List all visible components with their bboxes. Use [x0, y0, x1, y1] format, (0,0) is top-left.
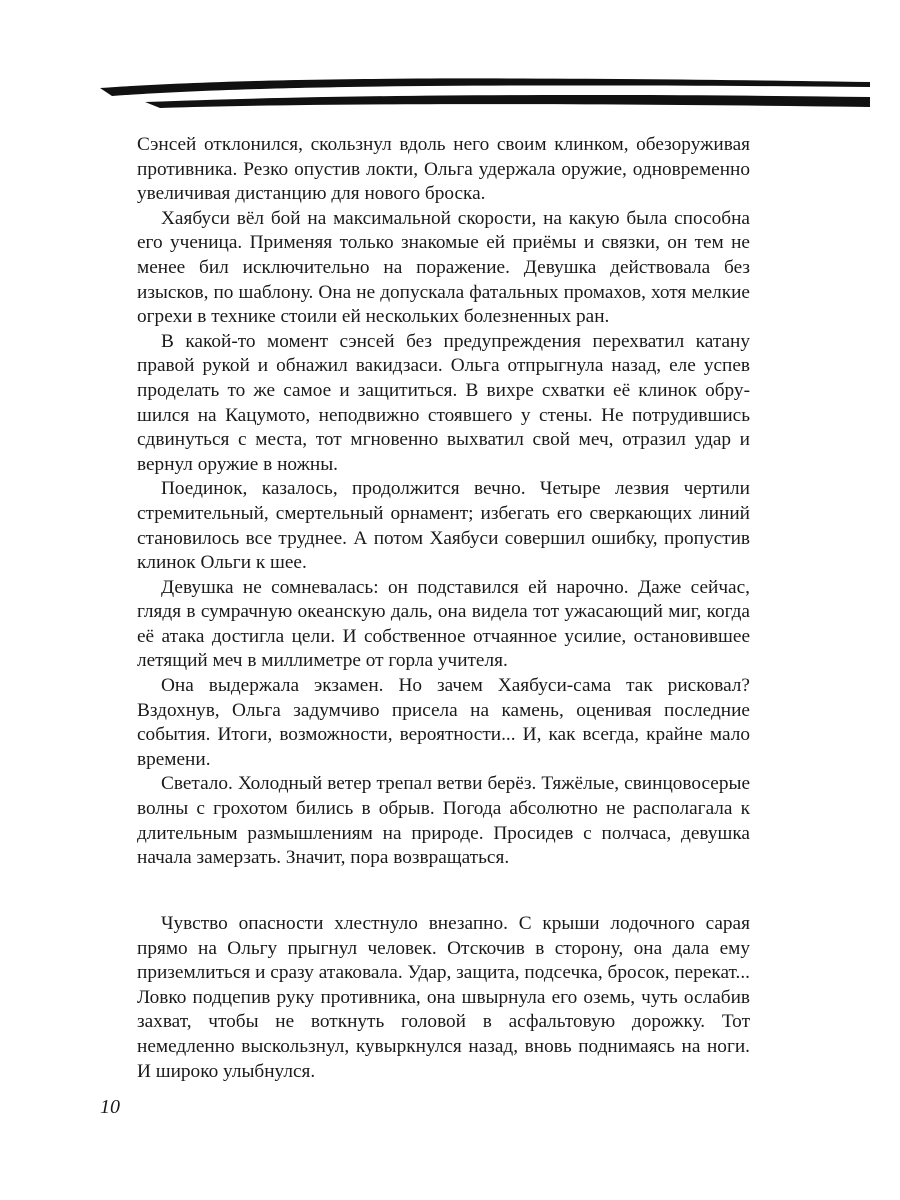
paragraph: Чувство опасности хлестнуло внезапно. С крыши лодочного сарая прямо на Ольгу прыгнул человек. Отскочив в сторону, она дала ему приземлиться и сразу атаковала. Удар, защита, подсечка, бросок, перекат... Ловко подцепив руку противника, она швырнула его оземь, чуть ослабив захват, чтобы не воткнуть головой в асфальтовую дорожку. Тот немедленно выскользнул, кувыркнулся назад, вновь поднимаясь на ноги. И широко улыбнулся. [137, 913, 750, 1082]
main-text-section-2 [137, 912, 750, 1084]
paragraph: Она выдержала экзамен. Но зачем Хаябуси-сама так рисковал? Вздохнув, Ольга задумчиво присела на камень, оценивая последние события. Итоги, возможности, вероятности... И, как всегда, крайне мало времени. [137, 675, 750, 770]
paragraph: Девушка не сомневалась: он подставился ей нарочно. Даже сейчас, глядя в сумрачную океанскую даль, она видела тот ужасающий миг, когда её атака достигла цели. И собственное отчаянное усилие, остановившее летящий меч в миллиметре от горла учителя. [137, 576, 750, 672]
decorative-header-rule [0, 70, 900, 120]
paragraph: В какой-то момент сэнсей без предупреждения перехватил катану правой рукой и обнажил вакидзаси. Ольга отпрыгнула назад, еле успев проделать то же самое и защититься. В вихре схватки её клинок обрушился на Кацумото, неподвижно стоявшего у стены. Не потрудившись сдвинуться с места, тот мгновенно выхватил свой меч, отразил удар и вернул оружие в ножны. [137, 330, 750, 475]
paragraph: Хаябуси вёл бой на максимальной скорости, на какую была способна его ученица. Применяя только знакомые ей приёмы и связки, он тем не менее бил исключительно на поражение. Девушка действовала без изысков, по шаблону. Она не допускала фатальных промахов, хотя мелкие огрехи в технике стоили ей нескольких болезненных ран. [137, 207, 750, 328]
paragraph: Светало. Холодный ветер трепал ветви берёз. Тяжёлые, свинцовосерые волны с грохотом бились в обрыв. Погода абсолютно не располагала к длительным размышлениям на природе. Просидев с полчаса, девушка начала замерзать. Значит, пора возвращаться. [137, 773, 750, 869]
paragraph: Сэнсей отклонился, скользнул вдоль него своим клинком, обезоруживая противника. Резко опустив локти, Ольга удержала оружие, одновременно увеличивая дистанцию для нового броска. [137, 134, 750, 205]
header-rule-upper-swoosh [100, 78, 870, 96]
paragraph: Поединок, казалось, продолжится вечно. Четыре лезвия чертили стремительный, смертельный орнамент; избегать его сверкающих линий становилось все труднее. А потом Хаябуси совершил ошибку, пропустив клинок Ольги к шее. [137, 478, 750, 574]
page-number: 10 [100, 1096, 120, 1118]
header-rule-lower-swoosh [145, 95, 870, 108]
main-text-section-1 [137, 133, 750, 871]
